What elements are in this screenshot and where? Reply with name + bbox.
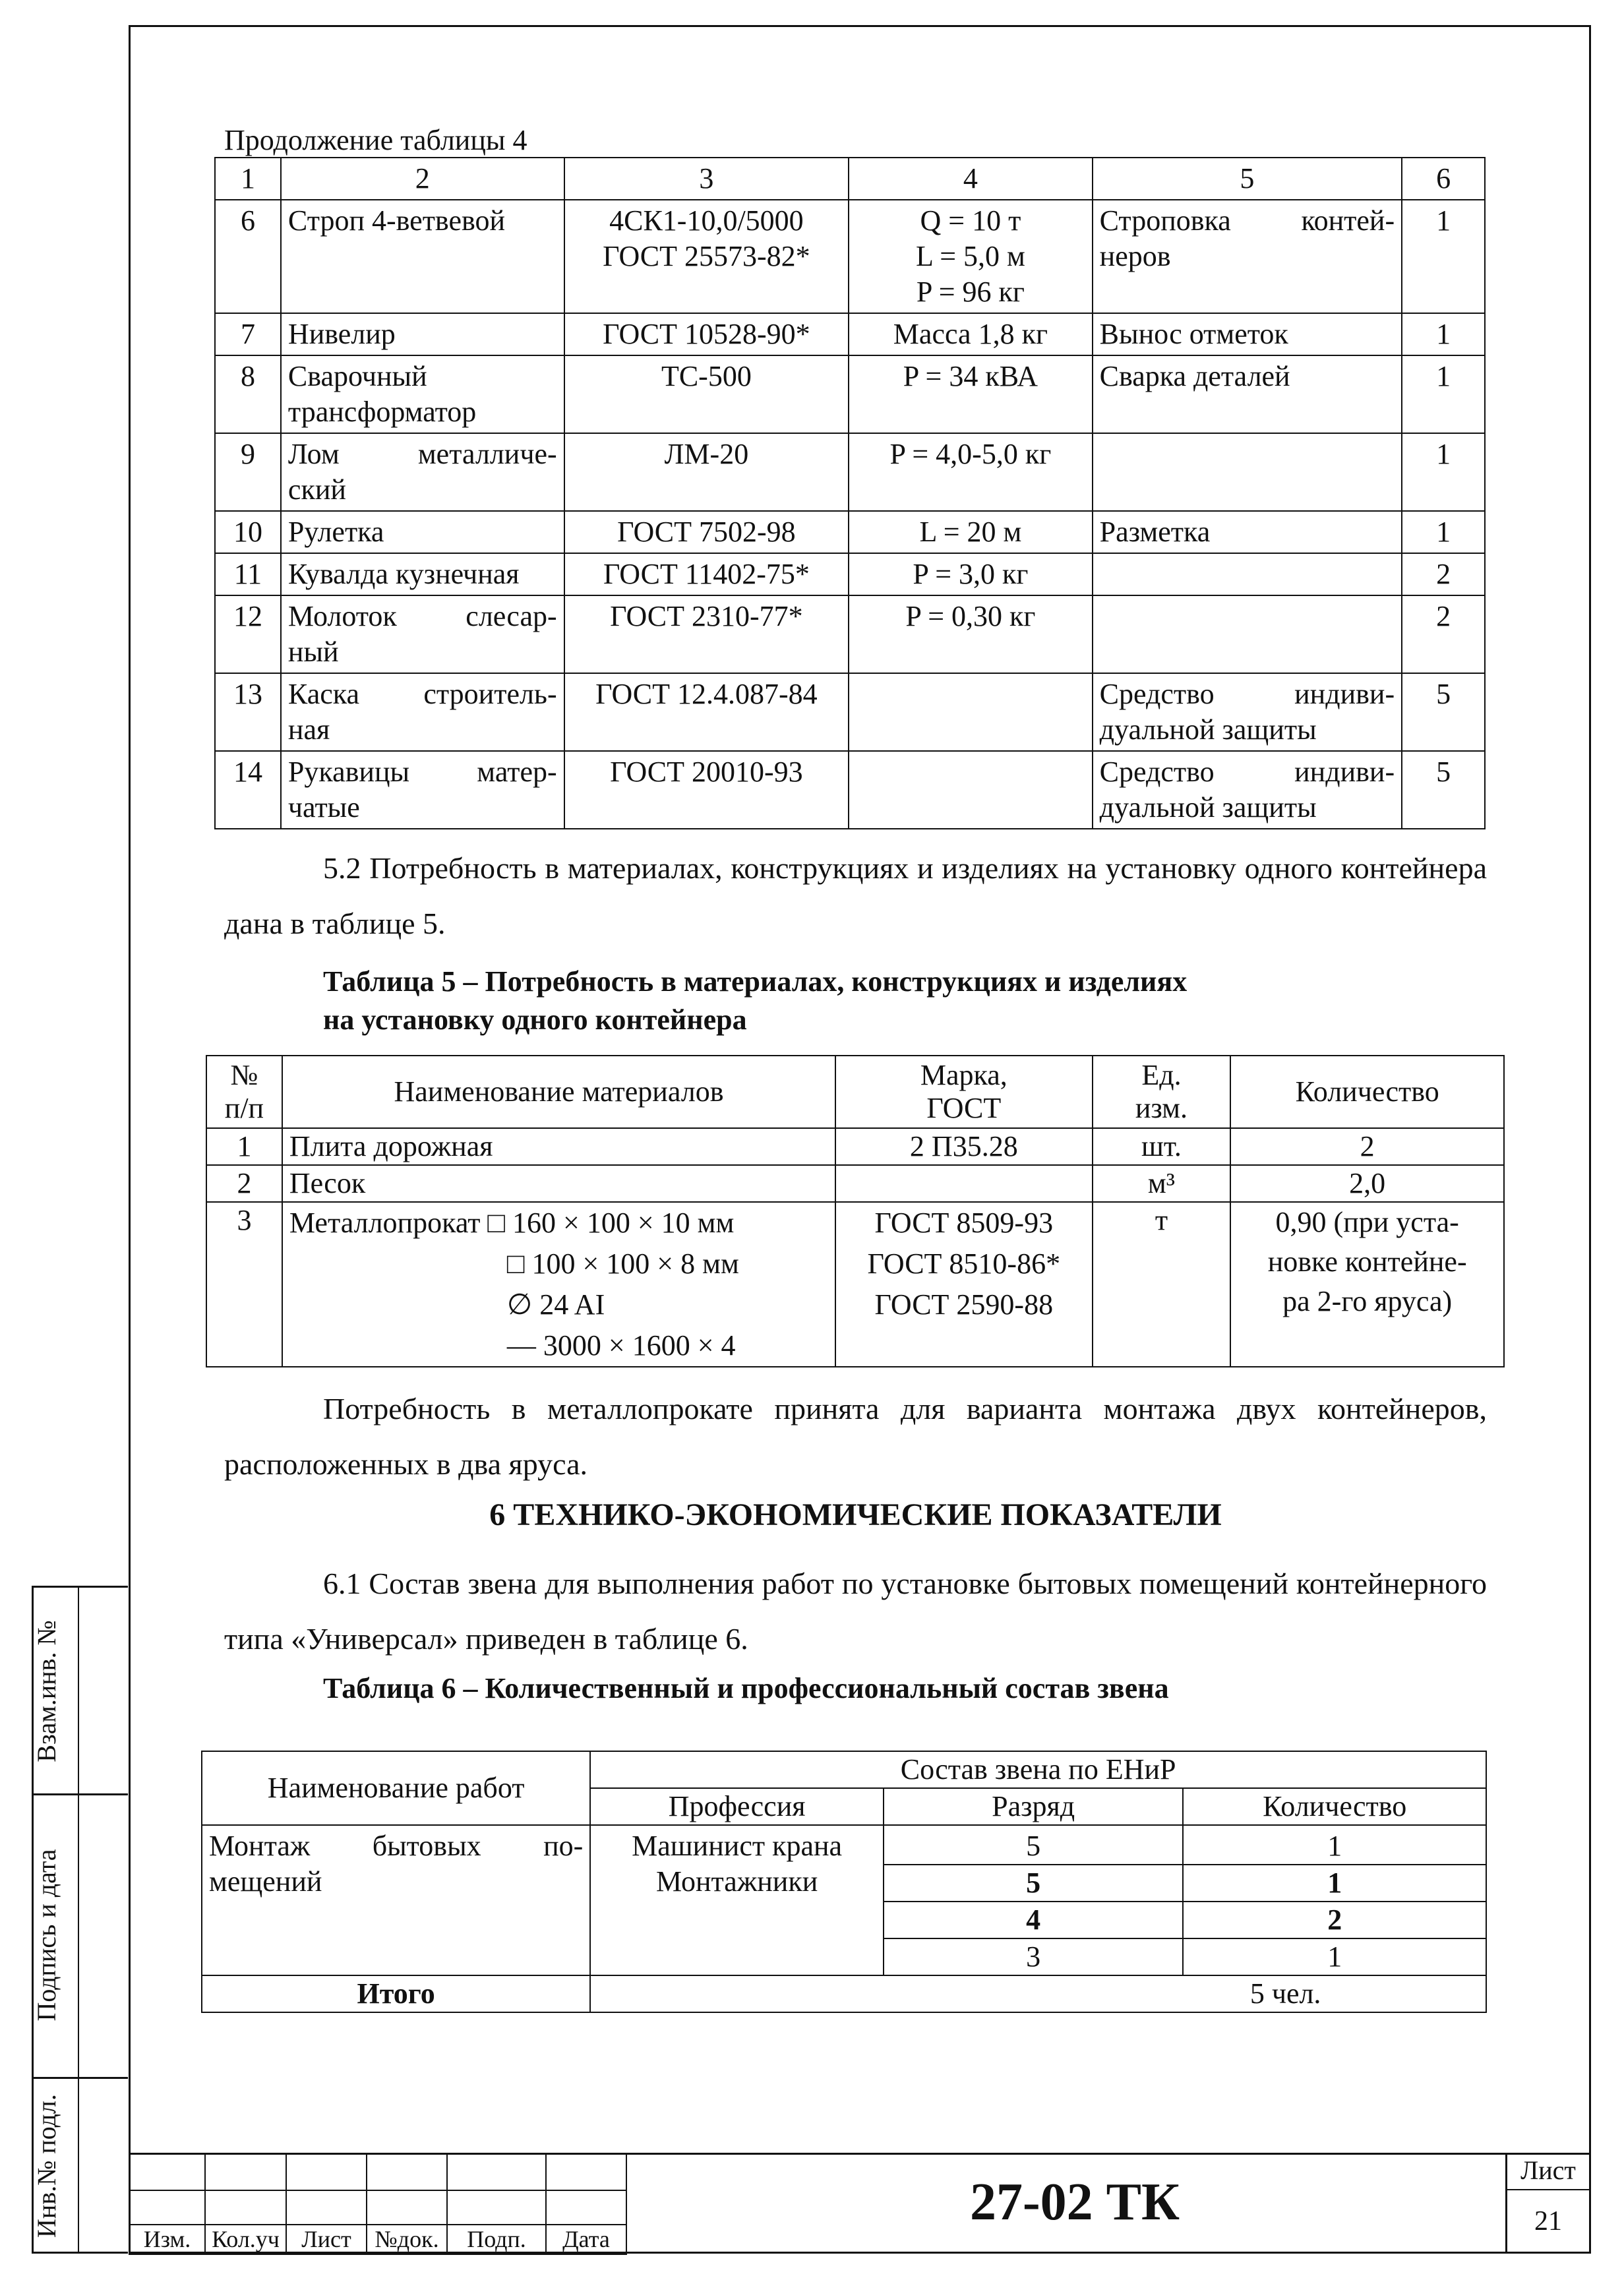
total-value: 5 чел.	[590, 1975, 1486, 2012]
paragraph-metal	[224, 1381, 1487, 1492]
material-unit: шт.	[1093, 1128, 1231, 1165]
table-4	[214, 157, 1486, 829]
row-number: 6	[215, 200, 281, 313]
table-row	[215, 511, 1485, 553]
cell-line: ГОСТ 12.4.087-84	[595, 678, 818, 710]
equipment-spec	[564, 433, 849, 511]
row-number: 14	[215, 751, 281, 829]
count-value: 1	[1327, 1940, 1342, 1973]
cell-line: дуальной защиты	[1099, 713, 1317, 746]
header-mark	[835, 1056, 1093, 1128]
header-qty: Количество	[1230, 1056, 1504, 1128]
equipment-params	[849, 751, 1093, 829]
cell-line: Средство индиви-	[1099, 678, 1395, 710]
grade-value: 3	[1026, 1940, 1041, 1973]
equipment-qty: 5	[1402, 673, 1485, 751]
equipment-qty: 1	[1402, 433, 1485, 511]
cell-line: Лом металличе-	[287, 438, 557, 470]
header-num-line: п/п	[224, 1092, 264, 1124]
table-6-body-row	[202, 1825, 1486, 1975]
cell-line: Молоток слесар-	[287, 600, 557, 632]
document-code: 27-02 ТК	[969, 2173, 1180, 2231]
header-mark-line: Марка,	[920, 1059, 1007, 1091]
material-mark	[835, 1165, 1093, 1202]
cell-line: ный	[287, 636, 339, 668]
equipment-name	[281, 200, 564, 313]
cell-line: новке контейне-	[1267, 1245, 1467, 1278]
header-cell: 5	[1093, 158, 1402, 200]
header-cell: 1	[215, 158, 281, 200]
equipment-name	[281, 553, 564, 595]
cell-line: — 3000 × 1600 × 4	[506, 1329, 736, 1362]
material-name	[282, 1202, 835, 1367]
side-label-inv: Инв.№ подл.	[32, 2094, 61, 2238]
header-num	[206, 1056, 282, 1128]
table-6-total-row	[202, 1975, 1486, 2012]
cell-line: Средство индиви-	[1099, 756, 1395, 788]
stamp-row	[129, 2190, 626, 2225]
work-cell	[202, 1825, 590, 1975]
equipment-qty: 1	[1402, 511, 1485, 553]
cell-line: Строп 4-ветвевой	[287, 204, 505, 237]
cell-line: Вынос отметок	[1099, 318, 1288, 350]
table-row	[206, 1165, 1504, 1202]
stamp-col-list: Лист	[286, 2225, 367, 2254]
header-count: Количество	[1183, 1788, 1486, 1825]
side-label-podpis: Подпись и дата	[32, 1849, 61, 2022]
cell-line: Сварка деталей	[1099, 360, 1290, 392]
equipment-spec	[564, 355, 849, 433]
equipment-params	[849, 200, 1093, 313]
material-unit: т	[1093, 1202, 1231, 1367]
work-line: Монтаж бытовых по-	[209, 1830, 584, 1862]
equipment-params	[849, 553, 1093, 595]
side-divider-1	[32, 1793, 128, 1795]
header-cell: 2	[281, 158, 564, 200]
equipment-qty: 1	[1402, 313, 1485, 355]
material-qty	[1230, 1128, 1504, 1165]
grade-cell	[884, 1825, 1183, 1975]
header-grade: Разряд	[884, 1788, 1183, 1825]
grade-value: 5	[884, 1865, 1182, 1902]
equipment-purpose	[1093, 595, 1402, 673]
continuation-caption: Продолжение таблицы 4	[224, 124, 527, 156]
count-cell	[1183, 1825, 1486, 1975]
section-6-title: 6 ТЕХНИКО-ЭКОНОМИЧЕСКИЕ ПОКАЗАТЕЛИ	[489, 1497, 1222, 1532]
side-label-vzam: Взам.инв. №	[32, 1620, 61, 1762]
table-row	[215, 595, 1485, 673]
sheet-number: 21	[1534, 2206, 1562, 2236]
cell-line: Рулетка	[287, 516, 384, 548]
sheet-divider	[1505, 2189, 1591, 2190]
cell-line: 0,90 (при уста-	[1275, 1206, 1459, 1238]
work-line: мещений	[209, 1865, 322, 1898]
header-work: Наименование работ	[202, 1751, 590, 1825]
stamp-col-ndok: №док.	[367, 2225, 447, 2254]
row-number: 10	[215, 511, 281, 553]
table-row	[215, 433, 1485, 511]
cell-line: трансформатор	[287, 396, 477, 428]
cell-line: дуальной защиты	[1099, 791, 1317, 824]
row-number: 2	[206, 1165, 282, 1202]
row-number: 7	[215, 313, 281, 355]
table-4-header-row	[215, 158, 1485, 200]
equipment-purpose	[1093, 673, 1402, 751]
side-divider-2	[32, 2077, 128, 2079]
cell-line: P = 96 кг	[916, 276, 1025, 308]
cell-line: ра 2-го яруса)	[1282, 1285, 1453, 1317]
row-number: 1	[206, 1128, 282, 1165]
equipment-name	[281, 751, 564, 829]
header-group: Состав звена по ЕНиР	[590, 1751, 1486, 1788]
table-row	[215, 553, 1485, 595]
cell-line: ГОСТ 11402-75*	[603, 558, 810, 590]
stamp-row	[129, 2225, 626, 2254]
profession-line: Монтажники	[655, 1865, 818, 1898]
cell-line: ГОСТ 20010-93	[610, 756, 803, 788]
equipment-purpose	[1093, 553, 1402, 595]
table-row	[215, 355, 1485, 433]
cell-line: ТС-500	[661, 360, 752, 392]
cell-line: 2,0	[1349, 1167, 1386, 1199]
cell-line: ский	[287, 473, 346, 506]
equipment-name	[281, 433, 564, 511]
equipment-params	[849, 511, 1093, 553]
table-6	[201, 1751, 1487, 2013]
equipment-params	[849, 595, 1093, 673]
cell-line: □ 100 × 100 × 8 мм	[506, 1247, 739, 1280]
equipment-qty: 1	[1402, 355, 1485, 433]
cell-line: Q = 10 т	[920, 204, 1021, 237]
cell-line: P = 4,0-5,0 кг	[889, 438, 1052, 470]
stamp-col-podp: Подп.	[447, 2225, 546, 2254]
cell-line: P = 34 кВА	[903, 360, 1038, 392]
stamp-col-data: Дата	[546, 2225, 626, 2254]
material-unit: м³	[1093, 1165, 1231, 1202]
cell-line: 2 П35.28	[909, 1130, 1018, 1162]
paragraph-6-1	[224, 1556, 1487, 1667]
cell-line: ГОСТ 8510-86*	[867, 1247, 1061, 1280]
cell-line: чатые	[287, 791, 360, 824]
row-number: 11	[215, 553, 281, 595]
equipment-params	[849, 313, 1093, 355]
equipment-spec	[564, 595, 849, 673]
table-row	[206, 1202, 1504, 1367]
equipment-purpose	[1093, 511, 1402, 553]
material-mark	[835, 1202, 1093, 1367]
equipment-qty: 2	[1402, 553, 1485, 595]
stamp-col-izm: Изм.	[129, 2225, 205, 2254]
stamp-grid	[129, 2153, 627, 2255]
header-unit	[1093, 1056, 1231, 1128]
header-cell: 6	[1402, 158, 1485, 200]
header-mark-line: ГОСТ	[926, 1092, 1002, 1124]
cell-line: неров	[1099, 240, 1171, 272]
row-number: 12	[215, 595, 281, 673]
table-row	[215, 313, 1485, 355]
equipment-purpose	[1093, 355, 1402, 433]
count-value: 1	[1184, 1865, 1486, 1902]
equipment-name	[281, 595, 564, 673]
cell-line: Нивелир	[287, 318, 396, 350]
material-qty	[1230, 1165, 1504, 1202]
material-qty	[1230, 1202, 1504, 1367]
cell-line: ГОСТ 2310-77*	[610, 600, 803, 632]
equipment-purpose	[1093, 751, 1402, 829]
cell-line: 2	[1360, 1130, 1375, 1162]
cell-line: P = 3,0 кг	[913, 558, 1029, 590]
cell-line: Кувалда кузнечная	[287, 558, 520, 590]
side-inner-line	[78, 1586, 79, 2254]
cell-line: P = 0,30 кг	[905, 600, 1036, 632]
profession-cell	[590, 1825, 884, 1975]
paragraph-metal-text: Потребность в металлопрокате принята для варианта монтажа двух контейнеров, расположенных в два яруса.	[224, 1392, 1487, 1481]
cell-line: Сварочный	[287, 360, 427, 392]
cell-line: ГОСТ 2590-88	[874, 1288, 1054, 1321]
table-5-title-line-1: Таблица 5 – Потребность в материалах, конструкциях и изделиях	[323, 965, 1188, 998]
equipment-purpose	[1093, 313, 1402, 355]
row-number: 3	[206, 1202, 282, 1367]
cell-line: ГОСТ 10528-90*	[603, 318, 810, 350]
cell-line: Каска строитель-	[287, 678, 557, 710]
row-number: 9	[215, 433, 281, 511]
paragraph-6-1-text: 6.1 Состав звена для выполнения работ по установке бытовых помещений контейнерного типа «Универсал» приведен в таблице 6.	[224, 1567, 1487, 1656]
cell-line: ЛМ-20	[664, 438, 749, 470]
paragraph-5-2-text: 5.2 Потребность в материалах, конструкциях и изделиях на установку одного контейнера дана в таблице 5.	[224, 851, 1487, 940]
equipment-spec	[564, 553, 849, 595]
equipment-params	[849, 433, 1093, 511]
equipment-name	[281, 355, 564, 433]
header-profession: Профессия	[590, 1788, 884, 1825]
equipment-name	[281, 313, 564, 355]
count-value: 1	[1184, 1826, 1486, 1865]
row-number: 8	[215, 355, 281, 433]
row-number: 13	[215, 673, 281, 751]
equipment-qty: 5	[1402, 751, 1485, 829]
stamp-col-kolvo: Кол.уч	[205, 2225, 286, 2254]
count-value: 2	[1184, 1902, 1486, 1939]
grade-value: 4	[884, 1902, 1182, 1939]
header-num-line: №	[230, 1059, 258, 1091]
table-6-header-row-1	[202, 1751, 1486, 1788]
equipment-purpose	[1093, 433, 1402, 511]
paragraph-5-2	[224, 841, 1487, 951]
equipment-spec	[564, 313, 849, 355]
equipment-spec	[564, 751, 849, 829]
table-5-title-line-2: на установку одного контейнера	[323, 1004, 747, 1036]
equipment-qty: 2	[1402, 595, 1485, 673]
cell-line: L = 20 м	[919, 516, 1022, 548]
equipment-qty: 1	[1402, 200, 1485, 313]
table-row	[206, 1128, 1504, 1165]
cell-line: Песок	[289, 1167, 366, 1199]
table-row	[215, 751, 1485, 829]
equipment-params	[849, 355, 1093, 433]
grade-value: 5	[884, 1826, 1182, 1865]
material-mark	[835, 1128, 1093, 1165]
table-6-title: Таблица 6 – Количественный и профессиональный состав звена	[323, 1672, 1169, 1704]
cell-line: Плита дорожная	[289, 1130, 493, 1162]
table-5-header-row	[206, 1056, 1504, 1128]
equipment-spec	[564, 200, 849, 313]
cell-line: L = 5,0 м	[915, 240, 1025, 272]
equipment-spec	[564, 673, 849, 751]
header-cell: 4	[849, 158, 1093, 200]
cell-line: ∅ 24 AI	[506, 1288, 605, 1321]
total-label: Итого	[202, 1975, 590, 2012]
equipment-name	[281, 673, 564, 751]
sheet-label: Лист	[1520, 2155, 1576, 2185]
material-name	[282, 1165, 835, 1202]
table-5	[206, 1055, 1505, 1367]
cell-line: Масса 1,8 кг	[893, 318, 1048, 350]
cell-line: Разметка	[1099, 516, 1211, 548]
cell-line: Строповка контей-	[1099, 204, 1395, 237]
equipment-spec	[564, 511, 849, 553]
cell-line: ГОСТ 25573-82*	[603, 240, 810, 272]
cell-line: 4СК1-10,0/5000	[609, 204, 804, 237]
table-5-title	[323, 963, 1187, 1039]
stamp-row	[129, 2153, 626, 2190]
table-row	[215, 200, 1485, 313]
material-name	[282, 1128, 835, 1165]
table-row	[215, 673, 1485, 751]
profession-line: Машинист крана	[632, 1830, 843, 1862]
header-cell: 3	[564, 158, 849, 200]
equipment-name	[281, 511, 564, 553]
cell-line: ная	[287, 713, 330, 746]
header-unit-line: изм.	[1135, 1092, 1188, 1124]
cell-line: ГОСТ 8509-93	[874, 1207, 1054, 1239]
cell-line: Металлопрокат □ 160 × 100 × 10 мм	[289, 1207, 735, 1239]
equipment-params	[849, 673, 1093, 751]
equipment-purpose	[1093, 200, 1402, 313]
header-name: Наименование материалов	[282, 1056, 835, 1128]
cell-line: ГОСТ 7502-98	[617, 516, 796, 548]
cell-line: Рукавицы матер-	[287, 756, 557, 788]
header-unit-line: Ед.	[1141, 1059, 1182, 1091]
